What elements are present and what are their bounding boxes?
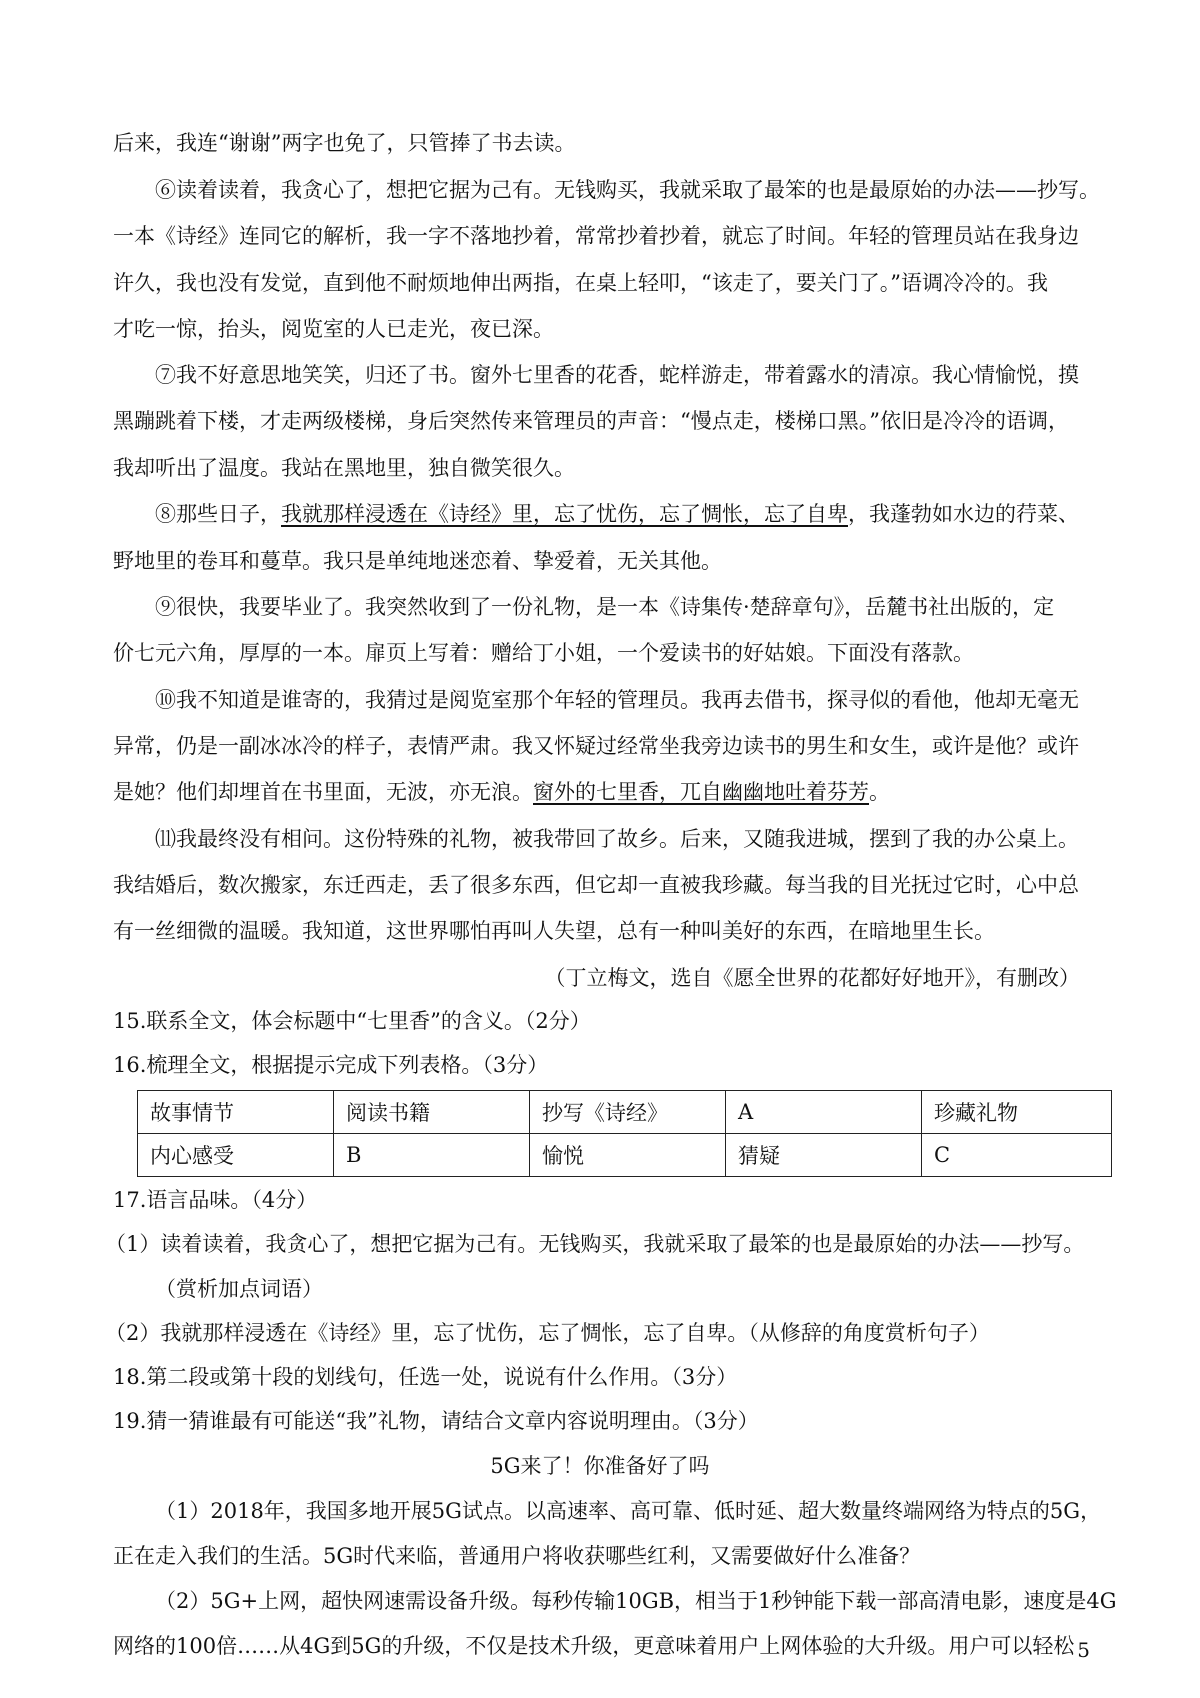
- para8-suffix: ，我蓬勃如水边的荇菜、: [848, 502, 1079, 526]
- passage-line: 异常，仍是一副冰冰冷的样子，表情严肃。我又怀疑过经常坐我旁边读书的男生和女生，或许是他？或许: [113, 734, 1079, 758]
- passage-line: 后来，我连“谢谢”两字也免了，只管捧了书去读。: [113, 131, 576, 155]
- para10-suffix: 。: [869, 780, 890, 804]
- article-title: 5G来了！你准备好了吗: [490, 1454, 710, 1478]
- question-17-2: （2）我就那样浸透在《诗经》里，忘了忧伤，忘了惆怅，忘了自卑。（从修辞的角度赏析句子）: [105, 1321, 990, 1345]
- paragraph-10: ⑩我不知道是谁寄的，我猜过是阅览室那个年轻的管理员。我再去借书，探寻似的看他，他却无毫无: [155, 688, 1079, 712]
- paragraph-11: ⑾我最终没有相问。这份特殊的礼物，被我带回了故乡。后来，又随我进城，摆到了我的办公桌上。: [155, 827, 1079, 851]
- article-paragraph-1: （1）2018年，我国多地开展5G试点。以高速率、高可靠、低时延、超大数量终端网络为特点的5G，: [155, 1499, 1102, 1523]
- page-number: 5: [1077, 1638, 1090, 1662]
- passage-line: 野地里的卷耳和蔓草。我只是单纯地迷恋着、挚爱着，无关其他。: [113, 549, 722, 573]
- table-row: [138, 1134, 1112, 1177]
- question-16: 16.梳理全文，根据提示完成下列表格。（3分）: [113, 1053, 549, 1077]
- question-18: 18.第二段或第十段的划线句，任选一处，说说有什么作用。（3分）: [113, 1365, 738, 1389]
- paragraph-8: [155, 499, 1079, 529]
- passage-line: 有一丝细微的温暖。我知道，这世界哪怕再叫人失望，总有一种叫美好的东西，在暗地里生长。: [113, 919, 995, 943]
- question-17-1: （1）读着读着，我贪心了，想把它据为己有。无钱购买，我就采取了最笨的也是最原始的办法——抄写。: [105, 1232, 1085, 1256]
- paragraph-7: ⑦我不好意思地笑笑，归还了书。窗外七里香的花香，蛇样游走，带着露水的清凉。我心情愉悦，摸: [155, 363, 1079, 387]
- passage-line: 价七元六角，厚厚的一本。扉页上写着：赠给丁小姐，一个爱读书的好姑娘。下面没有落款。: [113, 641, 974, 665]
- question-17-1-note: （赏析加点词语）: [155, 1277, 323, 1301]
- passage-line: 我结婚后，数次搬家，东迁西走，丢了很多东西，但它却一直被我珍藏。每当我的目光抚过它时，心中总: [113, 873, 1079, 897]
- table-cell: 阅读书籍: [334, 1091, 530, 1134]
- article-line: 网络的100倍……从4G到5G的升级，不仅是技术升级，更意味着用户上网体验的大升级。用户可以轻松: [113, 1634, 1075, 1658]
- article-line: 正在走入我们的生活。5G时代来临，普通用户将收获哪些红利，又需要做好什么准备？: [113, 1544, 921, 1568]
- passage-line: 黑蹦跳着下楼，才走两级楼梯，身后突然传来管理员的声音：“慢点走，楼梯口黑。”依旧是冷冷的语调，: [113, 409, 1069, 433]
- table-cell: 猜疑: [726, 1134, 922, 1177]
- table-cell: 愉悦: [530, 1134, 726, 1177]
- table-cell: A: [726, 1091, 922, 1134]
- table-cell: C: [922, 1134, 1112, 1177]
- underlined-sentence-para10: 窗外的七里香，兀自幽幽地吐着芬芳: [533, 780, 869, 804]
- passage-line: 我却听出了温度。我站在黑地里，独自微笑很久。: [113, 456, 575, 480]
- para8-prefix: ⑧那些日子，: [155, 502, 281, 526]
- source-citation: （丁立梅文，选自《愿全世界的花都好好地开》，有删改）: [544, 966, 1080, 990]
- passage-line: 许久，我也没有发觉，直到他不耐烦地伸出两指，在桌上轻叩，“该走了，要关门了。”语调冷冷的。我: [113, 271, 1048, 295]
- table-cell: 内心感受: [138, 1134, 334, 1177]
- table-cell: 抄写《诗经》: [530, 1091, 726, 1134]
- question-19: 19.猜一猜谁最有可能送“我”礼物，请结合文章内容说明理由。（3分）: [113, 1409, 759, 1433]
- question-15: 15.联系全文，体会标题中“七里香”的含义。（2分）: [113, 1009, 591, 1033]
- table-cell: 珍藏礼物: [922, 1091, 1112, 1134]
- underlined-sentence-para8: 我就那样浸透在《诗经》里，忘了忧伤，忘了惆怅，忘了自卑: [281, 502, 848, 526]
- passage-line: 一本《诗经》连同它的解析，我一字不落地抄着，常常抄着抄着，就忘了时间。年轻的管理员站在我身边: [113, 224, 1079, 248]
- table-cell: 故事情节: [138, 1091, 334, 1134]
- plot-table: [137, 1090, 1112, 1177]
- question-17: 17.语言品味。（4分）: [113, 1188, 318, 1212]
- article-paragraph-2: （2）5G+上网，超快网速需设备升级。每秒传输10GB，相当于1秒钟能下载一部高清电影，速度是4G: [155, 1589, 1117, 1613]
- passage-line: [113, 777, 890, 807]
- para10-prefix: 是她？他们却埋首在书里面，无波，亦无浪。: [113, 780, 533, 804]
- table-row: [138, 1091, 1112, 1134]
- paragraph-9: ⑨很快，我要毕业了。我突然收到了一份礼物，是一本《诗集传·楚辞章句》，岳麓书社出版的，定: [155, 595, 1055, 619]
- table-cell: B: [334, 1134, 530, 1177]
- passage-line: 才吃一惊，抬头，阅览室的人已走光，夜已深。: [113, 317, 554, 341]
- paragraph-6: ⑥读着读着，我贪心了，想把它据为己有。无钱购买，我就采取了最笨的也是最原始的办法——抄写。: [155, 178, 1100, 202]
